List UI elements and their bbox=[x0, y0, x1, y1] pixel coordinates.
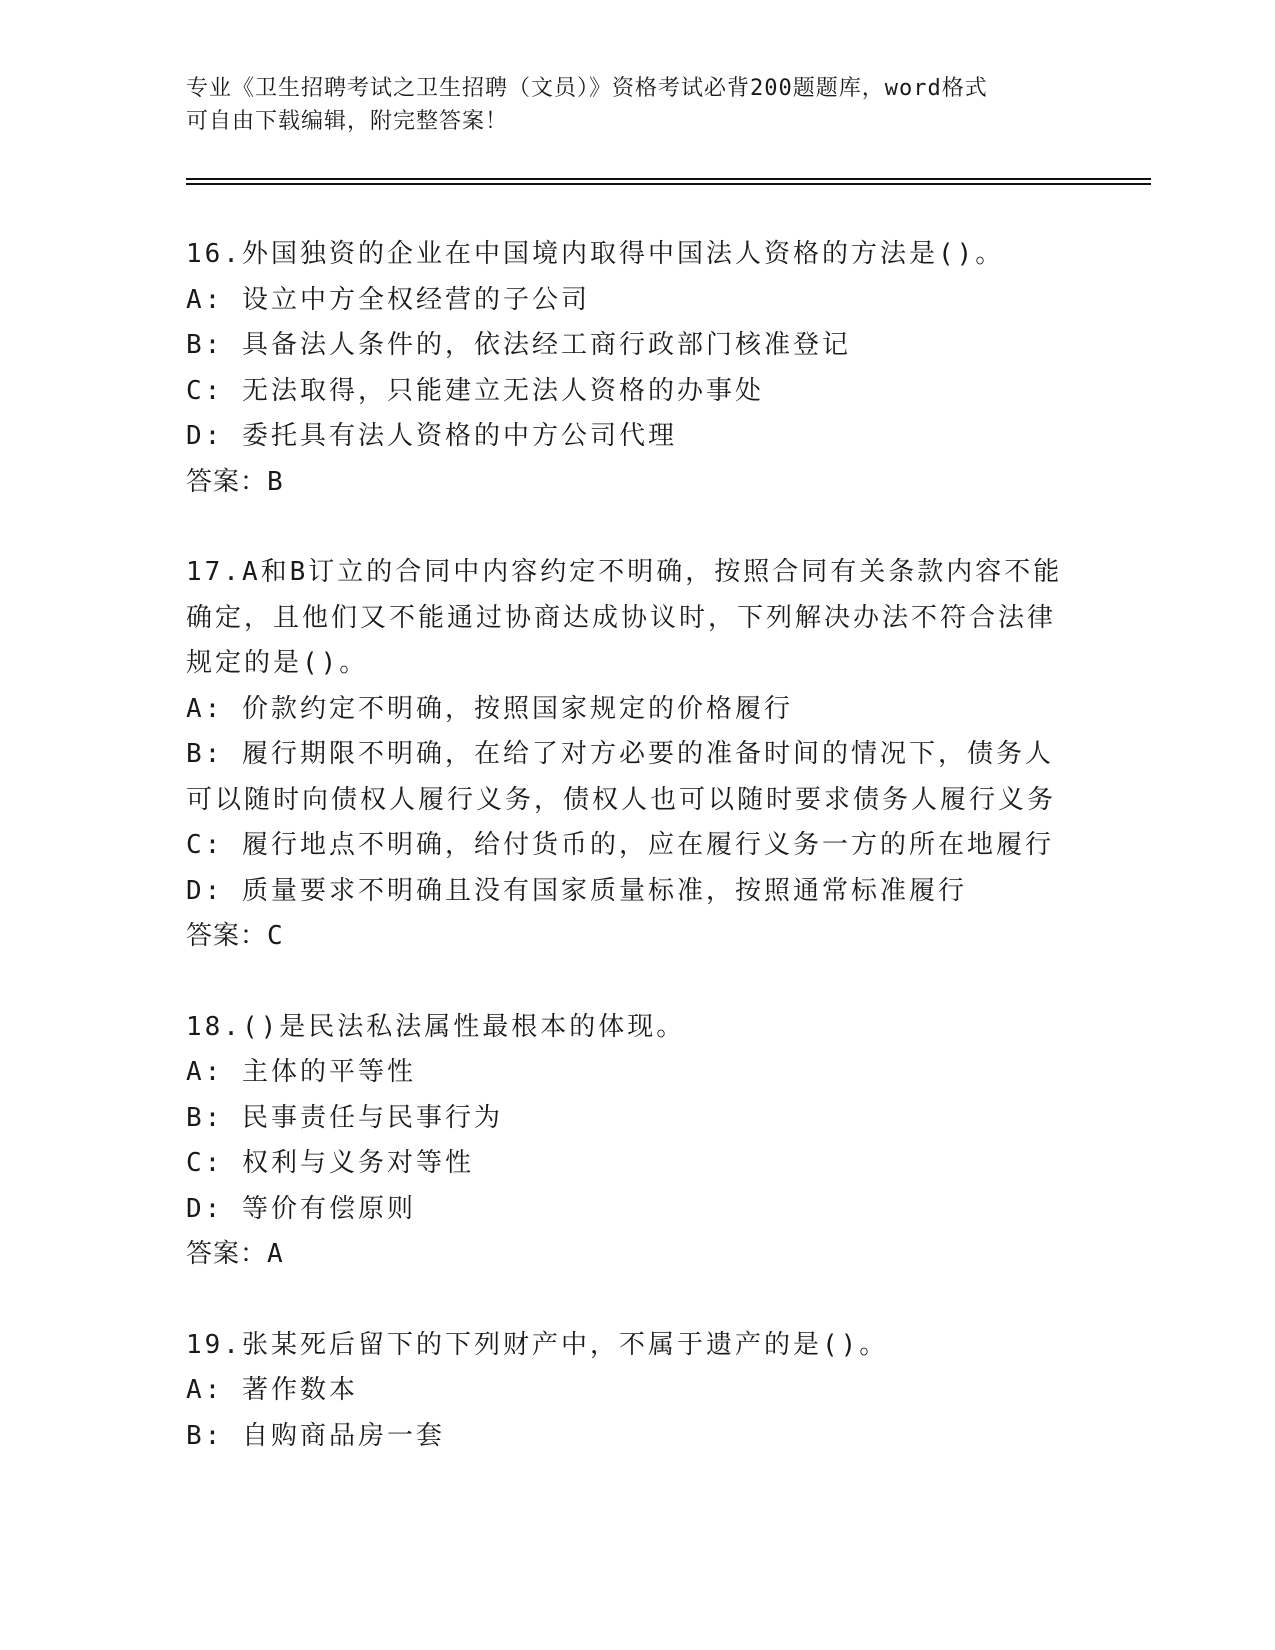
answer: 答案：C bbox=[186, 921, 284, 951]
option-d: D: 等价有偿原则 bbox=[186, 1193, 416, 1224]
answer: 答案：B bbox=[186, 466, 284, 497]
option-a: A: 设立中方全权经营的子公司 bbox=[186, 284, 590, 315]
question-stem: 19.张某死后留下的下列财产中，不属于遗产的是()。 bbox=[186, 1329, 889, 1360]
answer: 答案：A bbox=[186, 1239, 284, 1269]
option-a: A: 著作数本 bbox=[186, 1375, 358, 1405]
option-c: C: 履行地点不明确，给付货币的，应在履行义务一方的所在地履行 bbox=[186, 830, 1054, 860]
question-19 bbox=[186, 1323, 1066, 1460]
option-d: D: 质量要求不明确且没有国家质量标准，按照通常标准履行 bbox=[186, 875, 967, 906]
option-b: B: 民事责任与民事行为 bbox=[186, 1102, 503, 1133]
question-16 bbox=[186, 232, 1066, 505]
option-b: B: 履行期限不明确，在给了对方必要的准备时间的情况下，债务人可以随时向债权人履行义务，债权人也可以随时要求债务人履行义务 bbox=[186, 739, 1057, 815]
header-divider-top bbox=[186, 178, 1151, 180]
question-stem: 17.A和B订立的合同中内容约定不明确，按照合同有关条款内容不能确定，且他们又不能通过协商达成协议时，下列解决办法不符合法律规定的是()。 bbox=[186, 557, 1063, 678]
option-b: B: 具备法人条件的，依法经工商行政部门核准登记 bbox=[186, 330, 851, 360]
document-header bbox=[186, 72, 1086, 138]
question-stem: 16.外国独资的企业在中国境内取得中国法人资格的方法是()。 bbox=[186, 239, 1005, 269]
question-17 bbox=[186, 550, 1066, 960]
header-title-line-1: 专业《卫生招聘考试之卫生招聘（文员）》资格考试必背200题题库，word格式 bbox=[186, 76, 988, 101]
option-a: A: 价款约定不明确，按照国家规定的价格履行 bbox=[186, 693, 793, 724]
option-a: A: 主体的平等性 bbox=[186, 1057, 416, 1087]
question-18 bbox=[186, 1005, 1066, 1278]
option-b: B: 自购商品房一套 bbox=[186, 1420, 445, 1451]
question-list bbox=[186, 232, 1066, 1504]
option-c: C: 权利与义务对等性 bbox=[186, 1148, 474, 1178]
header-divider-bottom bbox=[186, 183, 1151, 185]
option-c: C: 无法取得，只能建立无法人资格的办事处 bbox=[186, 375, 764, 406]
question-stem: 18.()是民法私法属性最根本的体现。 bbox=[186, 1011, 686, 1042]
option-d: D: 委托具有法人资格的中方公司代理 bbox=[186, 421, 677, 451]
header-title-line-2: 可自由下载编辑，附完整答案！ bbox=[186, 109, 509, 134]
